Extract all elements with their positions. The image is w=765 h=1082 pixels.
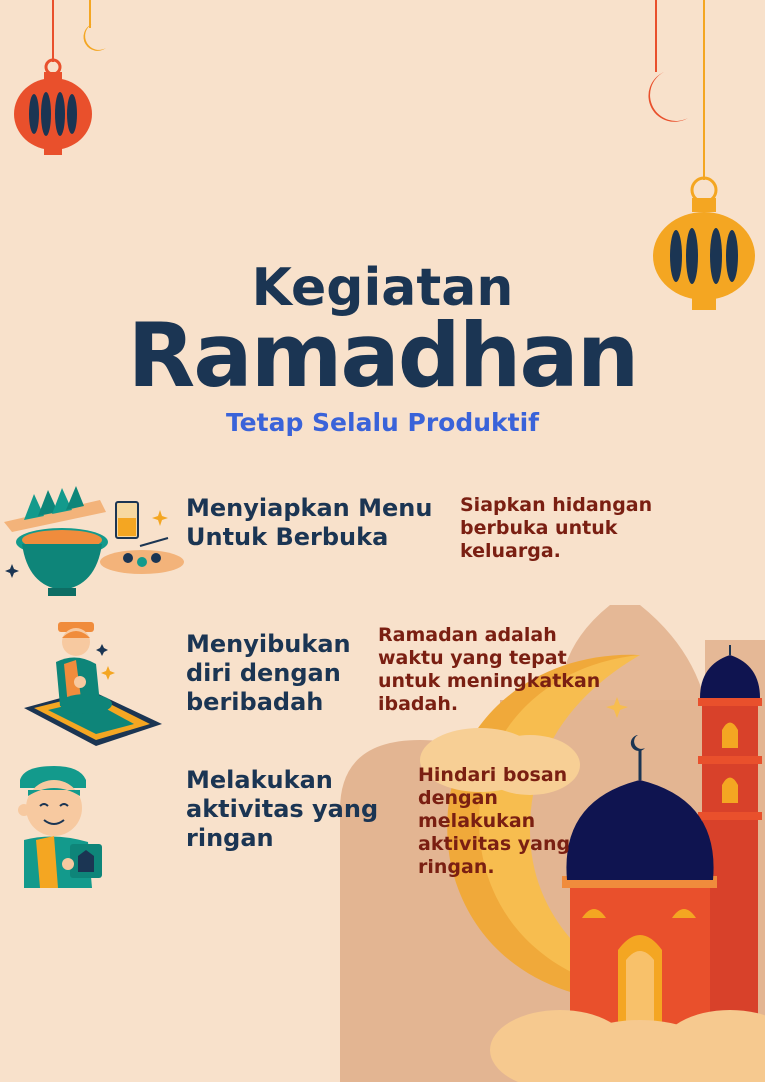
activity-title-2: Menyibukan diri dengan beribadah xyxy=(186,630,351,716)
activity-desc-3: Hindari bosan dengan melakukan aktivitas yang ringan. xyxy=(418,764,571,878)
praying-man-icon xyxy=(20,620,165,755)
lantern-red-icon xyxy=(0,0,130,170)
iftar-food-icon xyxy=(0,482,185,602)
title-line-2: Ramadhan xyxy=(127,304,638,407)
activity-title-1: Menyiapkan Menu Untuk Berbuka xyxy=(186,494,433,551)
title-line-1: Kegiatan xyxy=(251,258,514,318)
activity-desc-1: Siapkan hidangan berbuka untuk keluarga. xyxy=(460,494,653,562)
activity-title-3: Melakukan aktivitas yang ringan xyxy=(186,766,379,852)
reading-boy-icon xyxy=(14,764,114,892)
subtitle: Tetap Selalu Produktif xyxy=(225,408,540,437)
activity-desc-2: Ramadan adalah waktu yang tepat untuk meningkatkan ibadah. xyxy=(378,624,601,715)
